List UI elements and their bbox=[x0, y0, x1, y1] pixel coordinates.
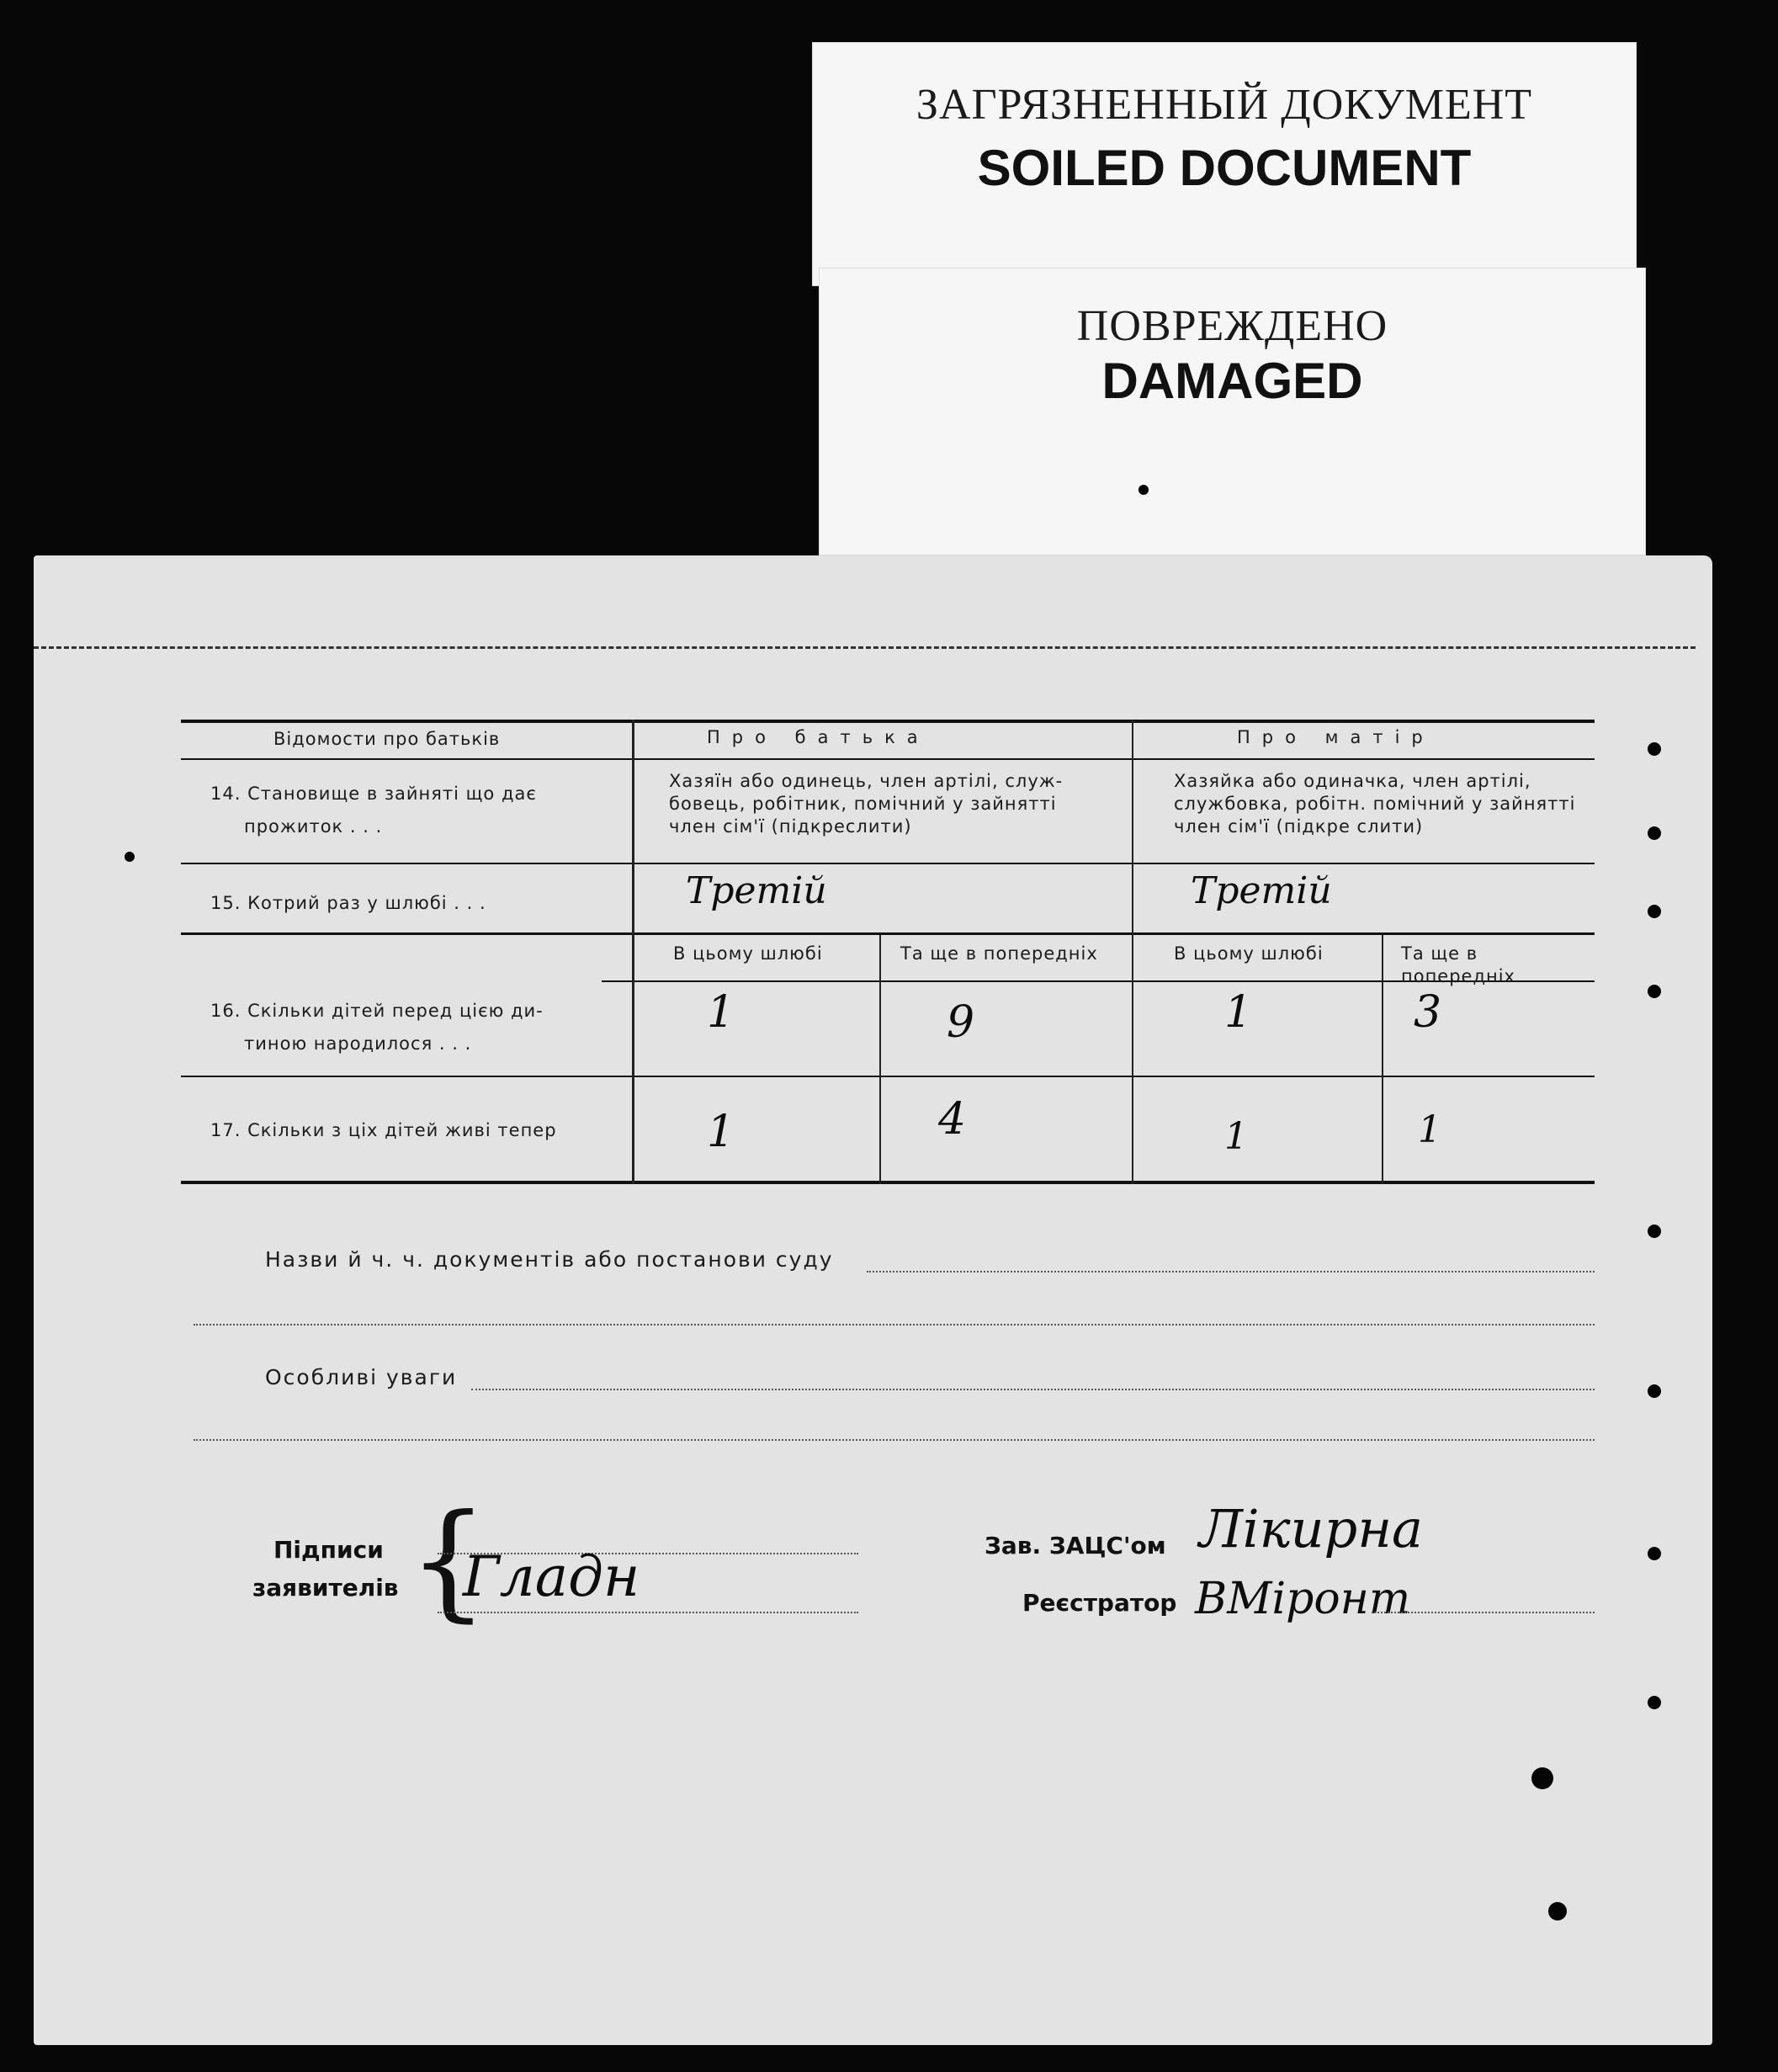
row14-rule bbox=[181, 863, 1595, 864]
header-rule bbox=[181, 758, 1595, 760]
row14-father-line2: бовець, робітник, помічний у зайнятті bbox=[669, 794, 1057, 814]
soiled-label-en: SOILED DOCUMENT bbox=[977, 140, 1472, 196]
ink-speck bbox=[1138, 485, 1149, 495]
row14-mother-line1: Хазяйка або одиначка, член артілі, bbox=[1174, 771, 1531, 791]
punch-hole bbox=[1648, 826, 1661, 840]
documents-fill-line-2 bbox=[194, 1324, 1595, 1326]
row16-father-this-value: 1 bbox=[707, 987, 735, 1038]
row14-father-line3: член сім'ї (підкреслити) bbox=[669, 816, 912, 837]
row15-mother-handwritten: Третій bbox=[1191, 869, 1332, 912]
row16-mother-this-value: 1 bbox=[1224, 987, 1253, 1038]
col-divider-parents bbox=[1132, 720, 1133, 1184]
header-about-mother: Про матір bbox=[1237, 727, 1435, 747]
row15-father-handwritten: Третій bbox=[686, 869, 827, 912]
damage-tear bbox=[1531, 1767, 1553, 1789]
table-top-rule bbox=[181, 720, 1595, 723]
header-parents-info: Відомости про батьків bbox=[273, 729, 501, 749]
row17-mother-previous-value: 1 bbox=[1418, 1108, 1441, 1151]
perforation-line bbox=[34, 646, 1696, 649]
registrar-fill-line bbox=[1372, 1612, 1595, 1613]
col-divider-label bbox=[632, 720, 634, 1184]
head-zags-label: Зав. ЗАЦС'ом bbox=[985, 1532, 1166, 1559]
punch-hole bbox=[1648, 1225, 1661, 1238]
row14-father-line1: Хазяїн або одинець, член артілі, служ- bbox=[669, 771, 1064, 791]
row17-label: 17. Скільки з ціх дітей живі тепер bbox=[210, 1120, 557, 1140]
damaged-label-en: DAMAGED bbox=[1101, 353, 1363, 409]
row14-mother-line3: член сім'ї (підкре слити) bbox=[1174, 816, 1424, 837]
applicant-signature-line-2 bbox=[438, 1612, 858, 1613]
subheader-mother-previous: Та ще в попередніх bbox=[1401, 943, 1515, 986]
applicants-signatures-label-line1: Підписи bbox=[273, 1536, 384, 1564]
row16-mother-previous-value: 3 bbox=[1414, 987, 1442, 1038]
applicant-signature: Гладн bbox=[463, 1544, 640, 1609]
subheader-father-previous: Та ще в попередніх bbox=[900, 943, 1098, 964]
row14-label-line2: прожиток . . . bbox=[244, 816, 383, 837]
punch-hole bbox=[1648, 985, 1661, 998]
soiled-document-label bbox=[812, 42, 1637, 286]
remarks-field-label: Особливі уваги bbox=[265, 1365, 458, 1389]
registrar-signature: ВМіронт bbox=[1195, 1574, 1411, 1624]
row17-father-this-value: 1 bbox=[707, 1107, 735, 1157]
subheader-father-this-marriage: В цьому шлюбі bbox=[673, 943, 823, 964]
row17-father-previous-value: 4 bbox=[938, 1094, 967, 1145]
punch-hole bbox=[1648, 742, 1661, 756]
punch-hole bbox=[1648, 905, 1661, 918]
soiled-label-ru: ЗАГРЯЗНЕННЫЙ ДОКУМЕНТ bbox=[916, 81, 1533, 129]
remarks-fill-line-2 bbox=[194, 1439, 1595, 1441]
registrar-label: Реєстратор bbox=[1022, 1589, 1177, 1617]
damage-tear bbox=[1548, 1902, 1567, 1921]
header-about-father: Про батька bbox=[707, 727, 930, 747]
registration-form-sheet bbox=[34, 555, 1712, 2045]
row16-label-line1: 16. Скільки дітей перед цією ди- bbox=[210, 1001, 544, 1021]
subheader-mother-this-marriage: В цьому шлюбі bbox=[1174, 943, 1324, 964]
signature-brace: { bbox=[408, 1488, 489, 1634]
col-divider-mother bbox=[1382, 935, 1383, 1184]
punch-hole bbox=[1648, 1384, 1661, 1398]
damaged-label-ru: ПОВРЕЖДЕНО bbox=[1076, 302, 1388, 350]
head-zags-signature: Лікирна bbox=[1199, 1498, 1424, 1559]
col-divider-father bbox=[879, 935, 881, 1184]
row17-mother-this-value: 1 bbox=[1224, 1115, 1248, 1158]
punch-hole bbox=[125, 852, 135, 862]
documents-field-label: Назви й ч. ч. документів або постанови суду bbox=[265, 1247, 834, 1272]
punch-hole bbox=[1648, 1696, 1661, 1709]
remarks-fill-line bbox=[471, 1389, 1595, 1390]
row14-label-line1: 14. Становище в зайняті що дає bbox=[210, 784, 537, 804]
applicants-signatures-label-line2: заявителів bbox=[252, 1574, 399, 1602]
documents-fill-line bbox=[867, 1271, 1595, 1272]
row16-father-previous-value: 9 bbox=[947, 997, 975, 1048]
damaged-document-label bbox=[819, 268, 1646, 555]
row16-label-line2: тиною народилося . . . bbox=[244, 1033, 472, 1054]
punch-hole bbox=[1648, 1547, 1661, 1560]
row15-label: 15. Котрий раз у шлюбі . . . bbox=[210, 893, 486, 913]
row14-mother-line2: службовка, робітн. помічний у зайнятті bbox=[1174, 794, 1576, 814]
